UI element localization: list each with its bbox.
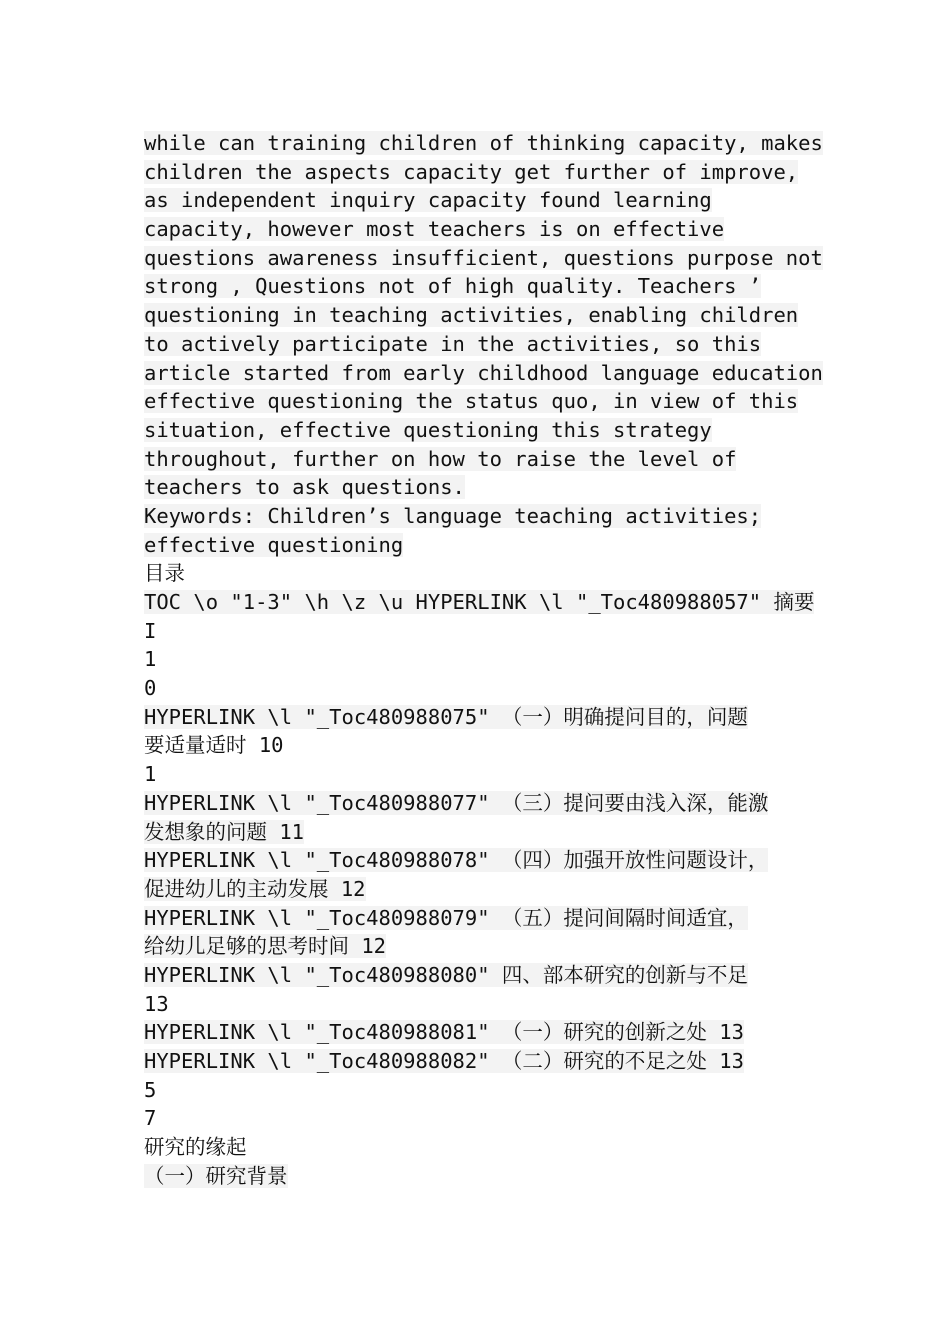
- toc-line[interactable]: HYPERLINK \l "_Toc480988079" （五）提问间隔时间适宜，: [144, 905, 748, 930]
- abstract-line: strong , Questions not of high quality. Teachers ’: [144, 274, 762, 299]
- abstract-line: teachers to ask questions.: [144, 475, 465, 500]
- subsection-heading: （一）研究背景: [144, 1163, 288, 1188]
- abstract-line: as independent inquiry capacity found learning: [144, 188, 712, 213]
- toc-line: 5: [144, 1077, 157, 1102]
- toc-line[interactable]: TOC \o "1-3" \h \z \u HYPERLINK \l "_Toc480988057" 摘要: [144, 590, 815, 614]
- keywords-line: Keywords: Children’s language teaching activities;: [144, 503, 762, 528]
- abstract-line: effective questioning the status quo, in view of this: [144, 389, 799, 414]
- section-heading: 研究的缘起: [144, 1135, 247, 1160]
- abstract-line: questioning in teaching activities, enabling children: [144, 303, 799, 328]
- abstract-line: to actively participate in the activities, so this: [144, 331, 762, 356]
- toc-line: 要适量适时 10: [144, 733, 284, 758]
- toc-line: 给幼儿足够的思考时间 12: [144, 934, 387, 959]
- abstract-line: while can training children of thinking capacity, makes: [144, 131, 823, 155]
- document-page: [144, 129, 824, 1190]
- toc-line: 7: [144, 1106, 157, 1131]
- toc-line: 1: [144, 762, 157, 787]
- toc-line: 发想象的问题 11: [144, 819, 305, 844]
- abstract-line: article started from early childhood language education: [144, 360, 823, 385]
- toc-line[interactable]: HYPERLINK \l "_Toc480988078" （四）加强开放性问题设计，: [144, 848, 769, 873]
- toc-line[interactable]: HYPERLINK \l "_Toc480988080" 四、部本研究的创新与不足: [144, 962, 748, 987]
- keywords-line: effective questioning: [144, 532, 404, 557]
- abstract-line: throughout, further on how to raise the level of: [144, 446, 737, 471]
- toc-line: 0: [144, 676, 157, 701]
- toc-line[interactable]: HYPERLINK \l "_Toc480988082" （二）研究的不足之处 13: [144, 1049, 744, 1073]
- abstract-line: capacity, however most teachers is on effective: [144, 217, 725, 242]
- toc-line: 13: [144, 991, 169, 1016]
- toc-line: 1: [144, 647, 157, 672]
- toc-line: I: [144, 618, 157, 643]
- toc-heading: 目录: [144, 561, 185, 586]
- toc-line[interactable]: HYPERLINK \l "_Toc480988081" （一）研究的创新之处 13: [144, 1020, 744, 1045]
- toc-line[interactable]: HYPERLINK \l "_Toc480988075" （一）明确提问目的，问题: [144, 704, 748, 729]
- abstract-line: situation, effective questioning this strategy: [144, 417, 712, 442]
- toc-line[interactable]: HYPERLINK \l "_Toc480988077" （三）提问要由浅入深，能激: [144, 790, 769, 815]
- toc-line: 促进幼儿的主动发展 12: [144, 876, 366, 901]
- abstract-line: children the aspects capacity get further of improve,: [144, 159, 799, 184]
- abstract-line: questions awareness insufficient, questions purpose not: [144, 245, 823, 270]
